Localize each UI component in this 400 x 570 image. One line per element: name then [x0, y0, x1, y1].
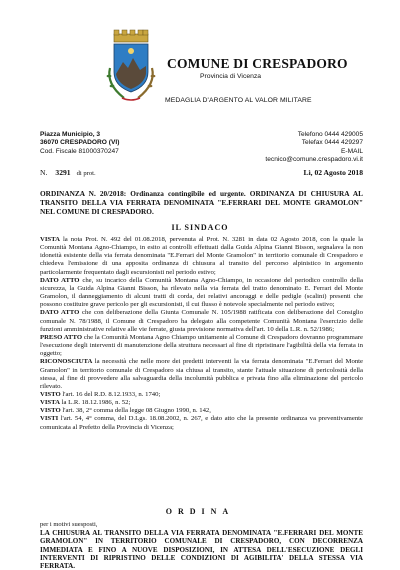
paragraph-text: l'art. 16 del R.D. 8.12.1933, n. 1740; — [60, 390, 161, 398]
paragraph-lead: VISTI — [40, 415, 59, 423]
section-title: IL SINDACO — [171, 223, 229, 232]
province-label: Provincia di Vicenza — [200, 73, 262, 80]
paragraph — [40, 309, 363, 333]
fiscal-code: Cod. Fiscale 81000370247 — [40, 147, 119, 155]
protocol-label: N. — [40, 168, 48, 177]
document-date: Lì, 02 Agosto 2018 — [303, 168, 363, 177]
phone-number: Telefono 0444 429005 — [297, 131, 363, 138]
fax-number: Telefax 0444 429297 — [301, 139, 363, 147]
paragraph-lead: RICONOSCIUTA — [40, 358, 93, 366]
city-address: 36070 CRESPADORO (VI) — [40, 139, 120, 147]
protocol-number: 3291 — [55, 168, 71, 177]
ordinance-heading: ORDINANZA N. 20/2018: Ordinanza contingibile ed urgente. ORDINANZA DI CHIUSURA AL TRANSITO DELLA VIA FERRATA DENOMINATA "E.FERRARI DEL MONTE GRAMOLON" NEL COMUNE DI CRESPADORO. — [40, 189, 363, 216]
paragraph-text: l'art. 38, 2° comma della legge 08 Giugno 1990, n. 142, — [60, 407, 211, 415]
paragraph-lead: VISTO — [40, 390, 61, 398]
paragraph-text: la nota Prot. N. 492 del 01.08.2018, pervenuta al Prot. N. 3281 in data 02 Agosto 2018, con la quale la Comunità Montana Agno-Chiampo, in esito ai controlli effettuati dalla Guida Alpina Gianni Bisson, segnalava la non idoneità esistente della via ferrata denominata "E.Ferrari del Monte Gramolon" in territorio comunale di Crespadoro e chiedeva l'emissione di una apposita ordinanza di chiusura al transito del percorso alpinistico in argomento particolarmente frequentato dagli escursionisti nel periodo estivo; — [40, 236, 363, 276]
municipal-crest-icon — [100, 28, 162, 108]
paragraph — [40, 334, 363, 358]
paragraph — [40, 407, 363, 415]
paragraph — [40, 391, 363, 399]
contact-block — [245, 131, 363, 164]
reasons-line: per i motivi suesposti, — [40, 521, 98, 528]
municipality-title: COMUNE DI CRESPADORO — [167, 56, 348, 71]
paragraph-lead: PRESO ATTO — [40, 333, 83, 341]
paragraph — [40, 236, 363, 277]
paragraph-text: che, su incarico della Comunità Montana Agno-Chiampo, in occasione del periodico controllo della sicurezza, la Guida Alpina Gianni Bisson, ha rilevato nella via ferrata del tratto denominato E. Ferrari del Monte Gramolon, il danneggiamento di alcuni tratti di corda, dei relativi ancoraggi e delle pedigle (scalini) presenti che possono costituire grave pericolo per gli escursionisti, il cui flusso è notevole specialmente nel periodo estivo; — [40, 276, 364, 309]
paragraph — [40, 399, 363, 407]
document-body — [40, 236, 363, 432]
address-block — [40, 131, 119, 156]
paragraph-text: che la Comunità Montana Agno Chiampo unitamente al Comune di Crespadoro dovranno programmare l'esecuzione degli interventi di manutenzione della struttura necessari al fine di ripristinare l'agibilità della via ferrata in oggetto; — [40, 333, 363, 358]
paragraph-lead: DATO ATTO — [40, 276, 80, 284]
protocol-line — [40, 168, 363, 177]
paragraph-lead: VISTA — [40, 236, 60, 243]
final-order: LA CHIUSURA AL TRANSITO DELLA VIA FERRATA DENOMINATA "E.FERRARI DEL MONTE GRAMOLON" IN TERRITORIO COMUNALE DI CRESPADORO, CON DECORRENZA IMMEDIATA E FINO A NUOVE DISPOSIZIONI, IN ATTESA DELL'ESECUZIONE DEGLI INTERVENTI DI RIPRISTINO DELLE CONDIZIONI DI AGIBILITA' DELLA STESSA VIA FERRATA. — [40, 529, 363, 570]
paragraph-text: l'art. 54, 4° comma, del D.Lgs. 18.08.2002, n. 267, e dato atto che la presente ordinanza va preventivamente comunicata al Prefetto della Provincia di Vicenza; — [40, 415, 363, 431]
paragraph-text: la L.R. 18.12.1986, n. 52; — [59, 399, 131, 407]
medal-label: MEDAGLIA D'ARGENTO AL VALOR MILITARE — [165, 97, 312, 104]
paragraph — [40, 415, 363, 431]
paragraph-lead: DATO ATTO — [40, 309, 80, 317]
paragraph-text: che con deliberazione della Giunta Comunale N. 105/1988 ratificata con deliberazione del Consiglio comunale N. 78/1988, il Comune di Crespadoro ha delegato alla competente Comunità Montana l'esercizio delle funzioni amministrative relative alle vie ferrate, giusta previsione normativa dell'art. 10 della L.R. n. 52/1986; — [40, 309, 363, 333]
paragraph-lead: VISTO — [40, 407, 61, 415]
paragraph — [40, 277, 363, 310]
paragraph-lead: VISTA — [40, 399, 60, 407]
ordina-title: ORDINA — [165, 507, 235, 516]
street-address: Piazza Municipio, 3 — [40, 131, 101, 138]
protocol-suffix: di prot. — [76, 170, 96, 177]
paragraph-text: la necessità che nelle more dei predetti interventi la via ferrata denominata "E.Ferrari del Monte Gramolon" in territorio comunale di Crespadoro sia chiusa al transito, stante l'attuale situazione di pericolosità della stessa, al fine di provvedere alla salvaguardia della incolumità pubblica e privata fino alla eliminazione del pericolo rilevato. — [40, 358, 363, 390]
email-address: E-MAIL tecnico@comune.crespadoro.vi.it — [265, 147, 363, 163]
paragraph — [40, 358, 363, 391]
